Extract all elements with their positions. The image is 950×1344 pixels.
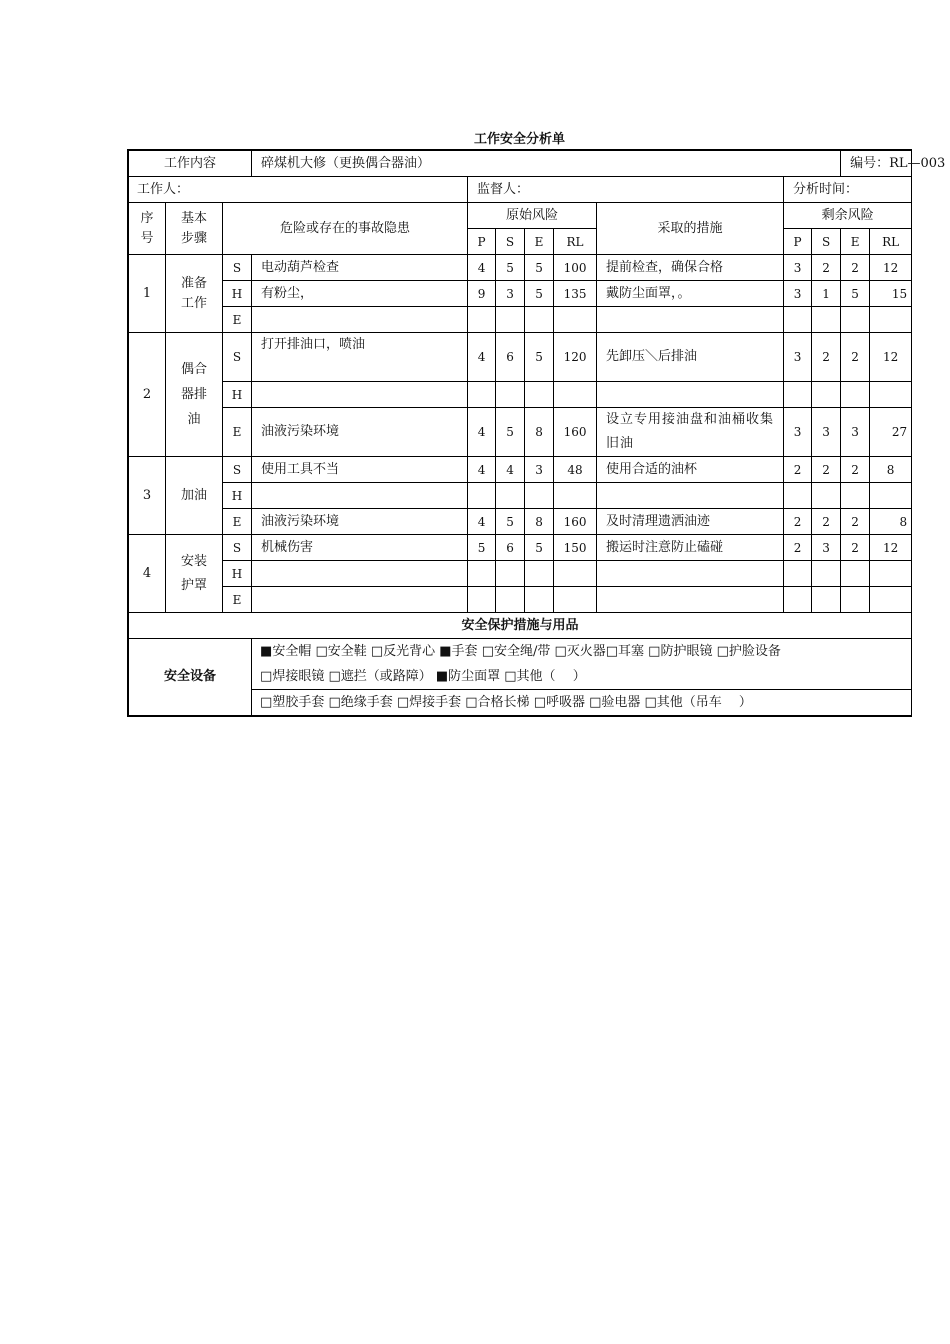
table-row [129,408,912,457]
protection-section-title: 安全保护措施与用品 [129,613,912,639]
orig-e [525,587,554,613]
step-name-line: 护罩 [180,577,207,593]
orig-s: 5 [496,408,525,457]
res-s: 3 [812,535,841,561]
table-row [129,587,912,613]
res-s: 1 [812,281,841,307]
orig-e: 5 [525,333,554,382]
orig-e [525,483,554,509]
res-s: 2 [812,333,841,382]
res-p: 3 [784,281,812,307]
res-p [784,307,812,333]
hazard-text [252,561,468,587]
res-rl: 12 [870,535,912,561]
res-s [812,561,841,587]
orig-e [525,561,554,587]
column-header-row-1 [129,203,912,229]
orig-p: 4 [468,509,496,535]
orig-s: 6 [496,535,525,561]
res-rl [870,382,912,408]
table-row [129,255,912,281]
hazard-type: E [223,509,252,535]
orig-s [496,587,525,613]
measures-header: 采取的措施 [597,203,784,255]
orig-e: 5 [525,535,554,561]
measure-text: 先卸压＼后排油 [597,333,784,382]
res-s [812,483,841,509]
res-e: 2 [841,509,870,535]
table-row [129,382,912,408]
hazard-type: S [223,535,252,561]
orig-e: 8 [525,509,554,535]
orig-s: 6 [496,333,525,382]
hazard-text: 使用工具不当 [252,457,468,483]
measure-text [597,587,784,613]
hazard-type: E [223,587,252,613]
orig-rl [554,307,597,333]
orig-p: 4 [468,333,496,382]
seq-header-line2: 号 [140,230,154,246]
res-e: 2 [841,535,870,561]
hazard-text [252,307,468,333]
res-s [812,587,841,613]
orig-rl: 150 [554,535,597,561]
hazard-header: 危险或存在的事故隐患 [223,203,468,255]
res-rl: 15 [870,281,912,307]
table-row [129,307,912,333]
measure-text: 使用合适的油杯 [597,457,784,483]
table-row [129,509,912,535]
hazard-text [252,382,468,408]
step-number: 1 [129,255,166,333]
ppe-line-1: ■安全帽 □安全鞋 □反光背心 ■手套 □安全绳/带 □灭火器□耳塞 □防护眼镜 □护脸设备 [252,639,912,665]
orig-e: 5 [525,281,554,307]
analysis-table [128,150,946,716]
orig-p: 4 [468,457,496,483]
hazard-type: S [223,333,252,382]
hazard-text: 油液污染环境 [252,509,468,535]
step-header [166,203,223,255]
seq-header [129,203,166,255]
orig-p: 5 [468,535,496,561]
orig-rl: 135 [554,281,597,307]
orig-p: 9 [468,281,496,307]
orig-p [468,587,496,613]
hazard-type: H [223,382,252,408]
measure-text [597,382,784,408]
step-name [166,535,223,613]
hazard-text [252,587,468,613]
res-s-header: S [812,229,841,255]
res-s [812,307,841,333]
orig-s: 5 [496,255,525,281]
res-p: 3 [784,255,812,281]
table-row [129,333,912,382]
step-name-line: 油 [187,412,201,427]
step-name-line: 器排 [180,387,207,402]
res-e: 2 [841,333,870,382]
orig-rl [554,483,597,509]
step-name-line: 工作 [180,295,207,311]
orig-rl [554,382,597,408]
hazard-type: E [223,408,252,457]
orig-s: 5 [496,509,525,535]
res-p: 2 [784,457,812,483]
res-e [841,483,870,509]
res-p [784,483,812,509]
table-row [129,281,912,307]
measure-text: 及时清理遗洒油迹 [597,509,784,535]
safety-equipment-label: 安全设备 [129,639,252,716]
orig-rl: 160 [554,408,597,457]
res-e [841,382,870,408]
hazard-text: 油液污染环境 [252,408,468,457]
table-row [129,535,912,561]
hazard-text: 电动葫芦检查 [252,255,468,281]
res-rl [870,307,912,333]
residual-risk-header: 剩余风险 [784,203,912,229]
hazard-type: S [223,457,252,483]
res-e [841,307,870,333]
res-rl: 27 [870,408,912,457]
hazard-text: 机械伤害 [252,535,468,561]
orig-p [468,483,496,509]
res-e: 2 [841,457,870,483]
step-name-line: 安装 [180,553,207,569]
step-name-line: 偶合 [180,362,207,377]
measure-text: 搬运时注意防止磕碰 [597,535,784,561]
orig-p [468,382,496,408]
res-p-header: P [784,229,812,255]
ppe-line-2: □焊接眼镜 □遮拦（或路障） ■防尘面罩 □其他（ ） [252,664,912,690]
res-s: 3 [812,408,841,457]
orig-rl: 100 [554,255,597,281]
res-p: 3 [784,333,812,382]
orig-rl-header: RL [554,229,597,255]
original-risk-header: 原始风险 [468,203,597,229]
table-row [129,561,912,587]
res-p [784,382,812,408]
measure-text [597,561,784,587]
res-p: 2 [784,509,812,535]
ppe-line-3: □塑胶手套 □绝缘手套 □焊接手套 □合格长梯 □呼吸器 □验电器 □其他（吊车 ） [252,690,912,716]
hazard-text: 打开排油口，喷油 [252,333,468,382]
hazard-text [252,483,468,509]
res-rl: 12 [870,333,912,382]
res-rl: 8 [870,457,912,483]
hazard-type: S [223,255,252,281]
work-content-value: 碎煤机大修（更换偶合器油） [252,151,841,177]
orig-rl [554,561,597,587]
orig-e [525,307,554,333]
orig-s [496,382,525,408]
res-e [841,587,870,613]
header-row-work-content [129,151,912,177]
res-rl [870,483,912,509]
res-rl: 8 [870,509,912,535]
hazard-type: H [223,483,252,509]
orig-rl: 120 [554,333,597,382]
table-row [129,483,912,509]
orig-p: 4 [468,408,496,457]
hazard-type: H [223,561,252,587]
res-s [812,382,841,408]
step-name-line: 准备 [180,275,207,291]
measure-text [597,307,784,333]
orig-s: 3 [496,281,525,307]
orig-rl [554,587,597,613]
orig-p [468,561,496,587]
hazard-type: H [223,281,252,307]
step-header-line2: 步骤 [180,230,207,246]
orig-s-header: S [496,229,525,255]
table-row [129,457,912,483]
orig-rl: 160 [554,509,597,535]
measure-text: 提前检查，确保合格 [597,255,784,281]
form-title: 工作安全分析单 [473,132,565,147]
res-e: 2 [841,255,870,281]
res-e: 3 [841,408,870,457]
res-p: 2 [784,535,812,561]
orig-s [496,483,525,509]
protection-section-header-row [129,613,912,639]
ppe-row [129,639,912,665]
res-s: 2 [812,509,841,535]
step-number: 3 [129,457,166,535]
step-name: 加油 [166,457,223,535]
res-s: 2 [812,457,841,483]
orig-e: 5 [525,255,554,281]
orig-e-header: E [525,229,554,255]
orig-p-header: P [468,229,496,255]
work-content-label: 工作内容 [129,151,252,177]
orig-e [525,382,554,408]
orig-s: 4 [496,457,525,483]
orig-rl: 48 [554,457,597,483]
seq-header-line1: 序 [140,210,154,226]
res-p: 3 [784,408,812,457]
orig-s [496,307,525,333]
res-p [784,561,812,587]
worker-field: 工作人： [129,177,468,203]
header-row-people [129,177,912,203]
measure-text: 设立专用接油盘和油桶收集旧油 [597,408,784,457]
measure-text [597,483,784,509]
step-number: 4 [129,535,166,613]
analysis-time-field: 分析时间： [784,177,912,203]
orig-e: 3 [525,457,554,483]
res-rl: 12 [870,255,912,281]
res-e: 5 [841,281,870,307]
orig-p: 4 [468,255,496,281]
res-rl-header: RL [870,229,912,255]
job-safety-analysis-sheet [127,149,946,717]
res-p [784,587,812,613]
res-rl [870,587,912,613]
step-name [166,333,223,457]
measure-text: 戴防尘面罩，。 [597,281,784,307]
step-header-line1: 基本 [180,210,207,226]
orig-p [468,307,496,333]
step-number: 2 [129,333,166,457]
orig-s [496,561,525,587]
hazard-text: 有粉尘， [252,281,468,307]
step-name [166,255,223,333]
res-s: 2 [812,255,841,281]
res-rl [870,561,912,587]
orig-e: 8 [525,408,554,457]
hazard-type: E [223,307,252,333]
res-e [841,561,870,587]
form-code: 编号：RL—003 [841,151,912,177]
res-e-header: E [841,229,870,255]
supervisor-field: 监督人： [468,177,784,203]
